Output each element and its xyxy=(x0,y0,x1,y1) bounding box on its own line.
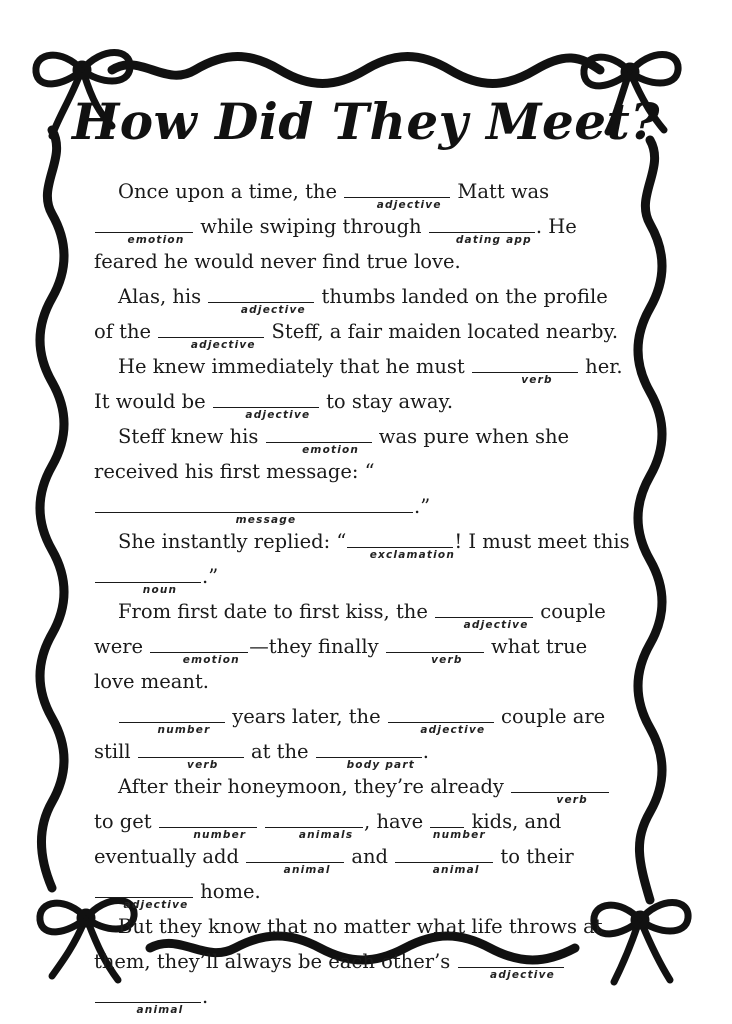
blank-label: animal xyxy=(283,864,331,876)
blank[interactable] xyxy=(429,215,535,246)
blank-label: adjective xyxy=(376,199,442,211)
left-ribbon xyxy=(40,130,64,888)
blank[interactable] xyxy=(138,740,244,771)
blank-label: message xyxy=(235,514,297,526)
blank[interactable] xyxy=(119,705,225,736)
story-paragraph: number years later, the adjective couple are still verb at the body part . xyxy=(94,705,606,771)
blank-label: adjective xyxy=(240,304,306,316)
blank[interactable] xyxy=(458,950,564,981)
blank-label: verb xyxy=(187,759,219,771)
top-ribbon xyxy=(112,57,600,84)
page-title: How Did They Meet? xyxy=(72,92,660,151)
blank-label: emotion xyxy=(302,444,360,456)
blank-label: emotion xyxy=(127,234,185,246)
blank[interactable] xyxy=(344,180,450,211)
blank[interactable] xyxy=(472,355,578,386)
blank-label: animal xyxy=(136,1004,184,1016)
right-ribbon xyxy=(638,140,662,900)
blank-label: animal xyxy=(432,864,480,876)
story-paragraph: He knew immediately that he must verb her. It would be adjective to stay away. xyxy=(94,355,623,421)
blank[interactable] xyxy=(316,740,422,771)
story-paragraph: From first date to first kiss, the adjective couple were emotion —they finally verb what true love meant. xyxy=(94,600,606,693)
blank[interactable] xyxy=(265,810,363,841)
blank[interactable] xyxy=(386,635,484,666)
blank[interactable] xyxy=(511,775,609,806)
story-paragraph: Once upon a time, the adjective Matt was emotion while swiping through dating app . He feared he would never find true love. xyxy=(94,180,577,273)
blank-label: number xyxy=(157,724,211,736)
blank-label: verb xyxy=(556,794,588,806)
blank-label: exclamation xyxy=(369,549,456,561)
story-paragraph: After their honeymoon, they’re already verb to get number animals , have number kids, and eventually add animal and animal to their adjective home. xyxy=(94,769,630,909)
blank[interactable] xyxy=(158,320,264,351)
blank-label: emotion xyxy=(182,654,240,666)
blank[interactable] xyxy=(266,425,372,456)
blank[interactable] xyxy=(95,565,201,596)
blank-label: dating app xyxy=(455,234,532,246)
blank[interactable] xyxy=(159,810,257,841)
blank[interactable] xyxy=(395,845,493,876)
blank[interactable] xyxy=(95,495,413,526)
blank-label: adjective xyxy=(190,339,256,351)
blank[interactable] xyxy=(95,215,193,246)
blank[interactable] xyxy=(95,880,193,911)
blank-label: number xyxy=(432,829,486,841)
blank-label: body part xyxy=(346,759,415,771)
blank[interactable] xyxy=(430,810,486,841)
blank[interactable] xyxy=(150,635,248,666)
blank-label: number xyxy=(193,829,247,841)
blank-label: noun xyxy=(142,584,178,596)
blank[interactable] xyxy=(388,705,494,736)
blank[interactable] xyxy=(95,985,201,1016)
story-paragraph: Steff knew his emotion was pure when she received his first message: “ message .” xyxy=(94,425,570,526)
blank-label: adjective xyxy=(245,409,311,421)
blank-label: verb xyxy=(431,654,463,666)
blank[interactable] xyxy=(208,285,314,316)
blank-label: adjective xyxy=(123,899,189,911)
story-paragraph: Alas, his adjective thumbs landed on the profile of the adjective Steff, a fair maiden located nearby. xyxy=(94,285,619,351)
blank[interactable] xyxy=(435,600,533,631)
blank-label: adjective xyxy=(420,724,486,736)
blank[interactable] xyxy=(347,530,456,561)
blank[interactable] xyxy=(246,845,344,876)
blank-label: adjective xyxy=(490,969,555,981)
blank-label: animals xyxy=(298,829,354,841)
story-paragraph: But they know that no matter what life throws at them, they’ll always be each other’s adjective animal . xyxy=(94,915,603,1016)
blank-label: verb xyxy=(521,374,553,386)
story-body xyxy=(94,174,630,1014)
story-paragraph: She instantly replied: “ exclamation ! I must meet this noun .” xyxy=(94,524,630,594)
blank[interactable] xyxy=(213,390,319,421)
blank-label: adjective xyxy=(463,619,529,631)
